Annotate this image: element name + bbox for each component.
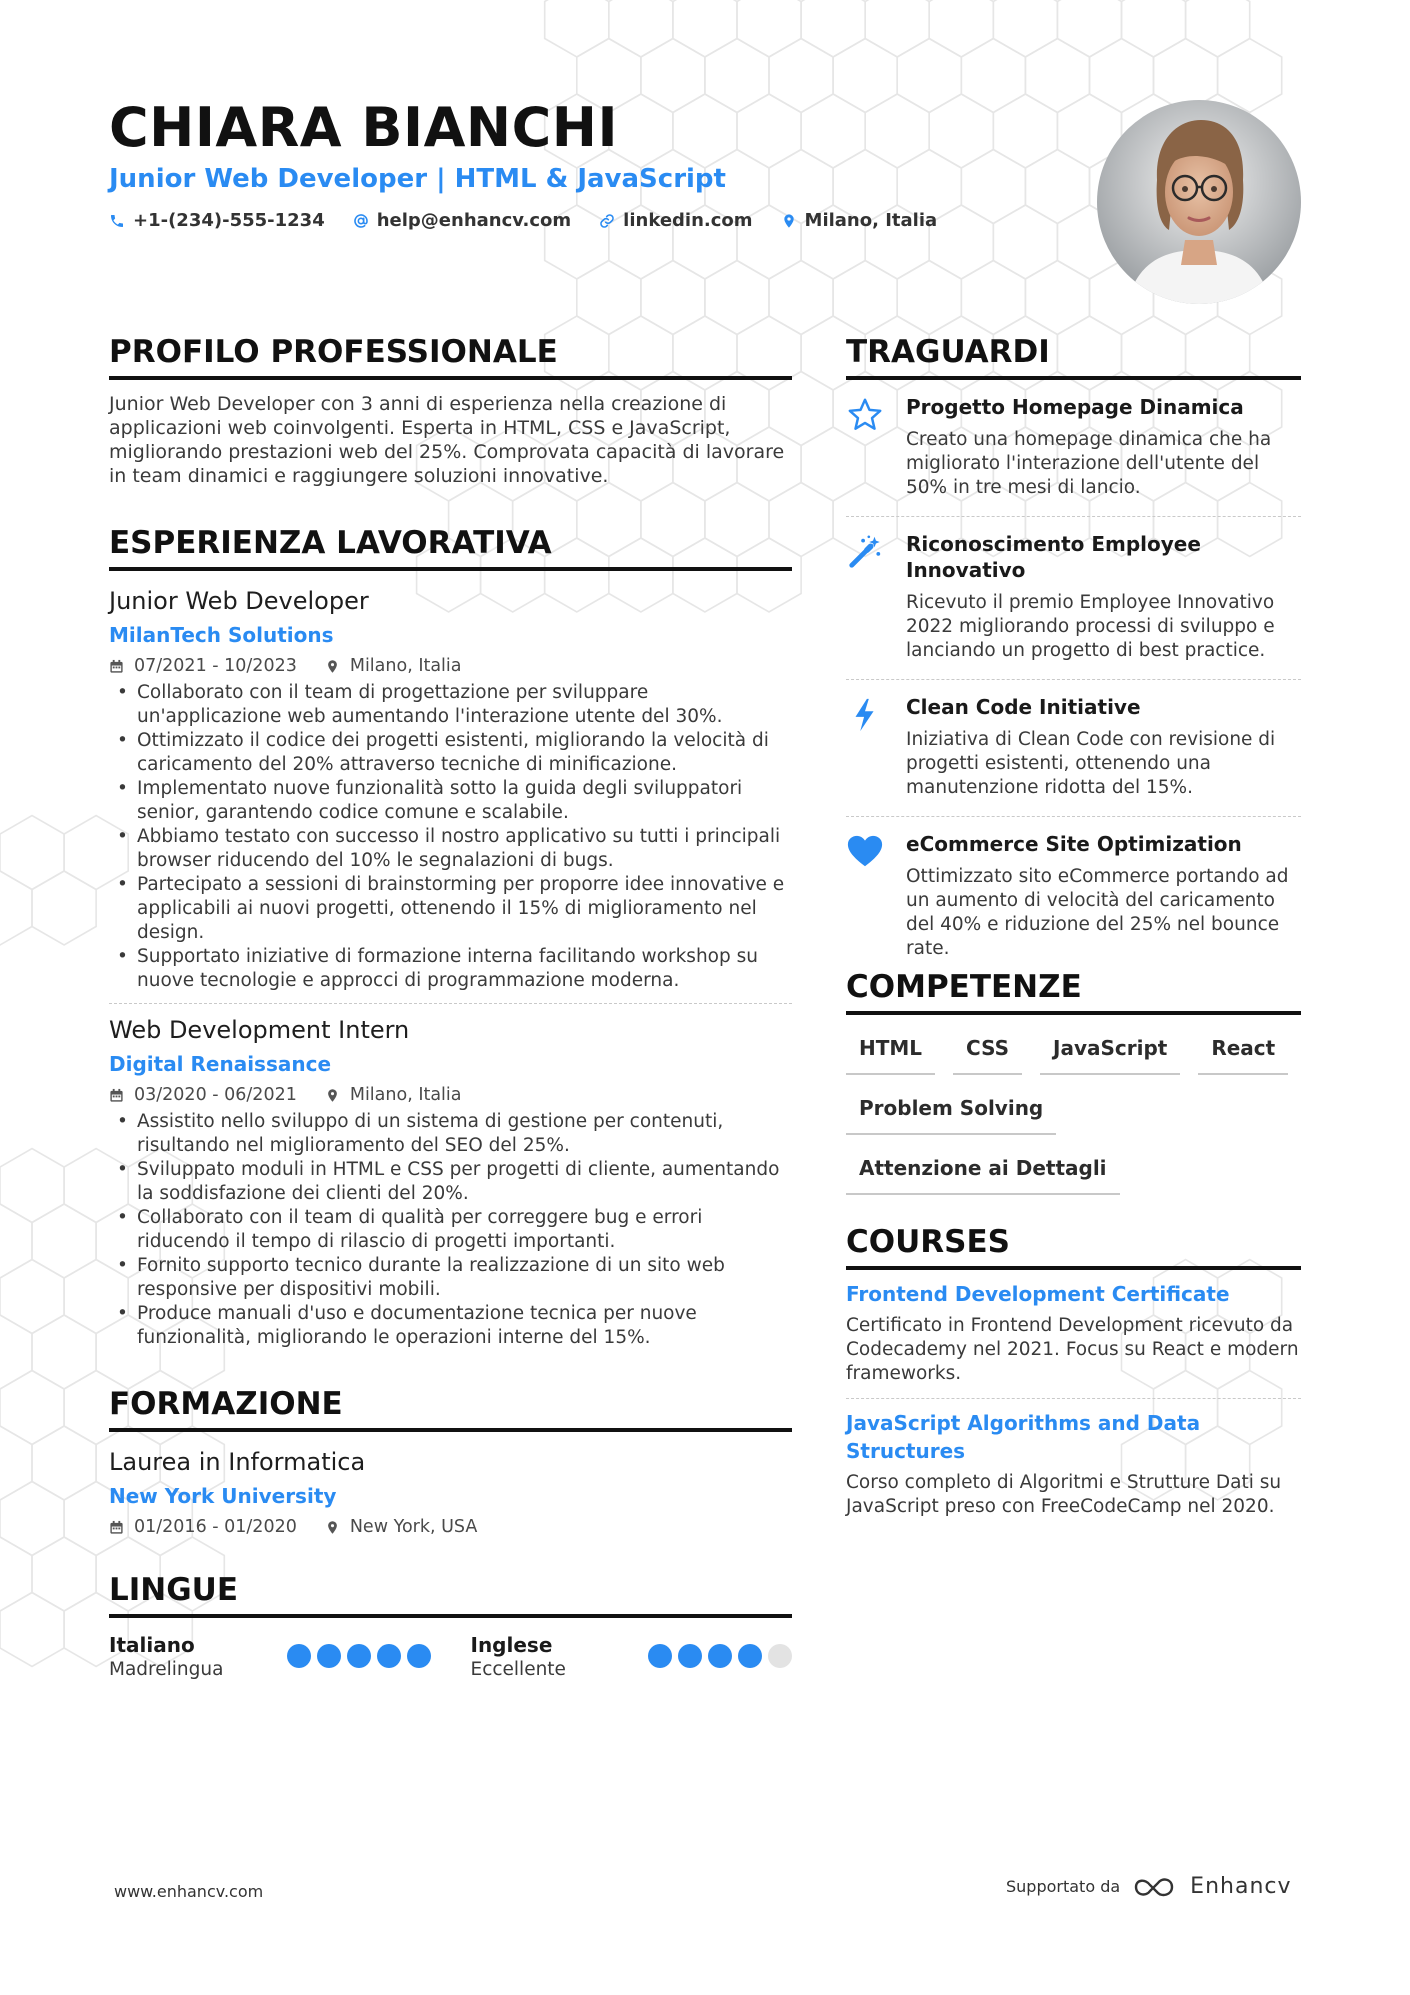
education-heading: FORMAZIONE [109,1384,792,1432]
job-meta [109,1082,792,1108]
language-name: Inglese [470,1633,553,1657]
course-title: JavaScript Algorithms and Data Structures [846,1411,1201,1463]
list-item: • Implementato nuove funzionalità sotto la guida degli sviluppatori senior, garantendo codice comune e scalabile. [109,777,792,825]
achievement-item [846,817,1301,977]
profile-section [109,332,792,488]
magic-wand-icon [846,533,884,571]
footer-powered-by [1006,1874,1292,1899]
languages-list [109,1632,792,1682]
experience-heading: ESPERIENZA LAVORATIVA [109,523,792,571]
list-item: • Collaborato con il team di progettazione per sviluppare un'applicazione web aumentando l'interazione utente del 30%. [109,681,792,729]
rating-dot-filled [377,1644,401,1668]
education-meta [109,1514,792,1540]
language-item [471,1632,793,1682]
job-entry [109,1014,792,1350]
skill-tag: Attenzione ai Dettagli [846,1153,1120,1195]
course-item [846,1409,1301,1519]
list-item: • Sviluppato moduli in HTML e CSS per progetti di cliente, aumentando la soddisfazione dei clienti del 20%. [109,1158,792,1206]
education-dates: 01/2016 - 01/2020 [109,1514,297,1540]
star-icon [846,396,884,434]
resume-header [109,96,1109,231]
rating-dot-filled [678,1644,702,1668]
job-dates: 07/2021 - 10/2023 [109,653,297,679]
profile-text: Junior Web Developer con 3 anni di esperienza nella creazione di applicazioni web coinvolgenti. Esperta in HTML, CSS e JavaScript, migliorando prestazioni web del 25%. Comprovata capacità di lavorare in team dinamici e raggiungere soluzioni innovative. [109,393,785,487]
skill-tag: Problem Solving [846,1093,1056,1135]
company-name: MilanTech Solutions [109,623,334,647]
job-location: Milano, Italia [325,1082,462,1108]
contact-location [781,210,938,231]
location-pin-icon [325,1088,340,1103]
link-icon [599,213,615,229]
skill-tag: HTML [846,1033,935,1075]
degree-title: Laurea in Informatica [109,1448,366,1476]
skills-list [846,1033,1301,1195]
achievement-desc: Ottimizzato sito eCommerce portando ad un aumento di velocità del caricamento del 40% e riduzione del 25% nel bounce rate. [906,866,1289,959]
education-section [109,1384,792,1540]
candidate-role: Junior Web Developer | HTML & JavaScript [109,164,726,194]
rating-dot-filled [317,1644,341,1668]
experience-section [109,523,792,1350]
calendar-icon [109,1520,124,1535]
courses-heading: COURSES [846,1222,1301,1270]
course-title: Frontend Development Certificate [846,1282,1230,1306]
contact-row [109,210,1109,231]
school-name: New York University [109,1484,337,1508]
list-item: • Produce manuali d'uso e documentazione tecnica per nuove funzionalità, migliorando le operazioni interne del 15%. [109,1302,792,1350]
language-item [109,1632,431,1682]
rating-dot-empty [768,1644,792,1668]
profile-heading: PROFILO PROFESSIONALE [109,332,792,380]
candidate-name: CHIARA BIANCHI [109,96,619,159]
job-title: Web Development Intern [109,1016,410,1044]
language-level: Madrelingua [109,1659,224,1680]
job-dates: 03/2020 - 06/2021 [109,1082,297,1108]
education-location: New York, USA [325,1514,477,1540]
achievements-heading: TRAGUARDI [846,332,1301,380]
contact-email[interactable] [353,210,571,231]
profile-photo [1097,100,1301,304]
list-item: • Ottimizzato il codice dei progetti esistenti, migliorando la velocità di caricamento del 20% attraverso tecniche di minificazione. [109,729,792,777]
rating-dot-filled [287,1644,311,1668]
achievement-title: Riconoscimento Employee Innovativo [906,532,1201,582]
languages-heading: LINGUE [109,1570,792,1618]
contact-linkedin[interactable] [599,210,752,231]
rating-dot-filled [738,1644,762,1668]
brand-name: Enhancv [1190,1874,1292,1899]
footer-website[interactable]: www.enhancv.com [114,1882,264,1901]
phone-text: +1-(234)-555-1234 [133,210,325,231]
rating-dot-filled [648,1644,672,1668]
skills-heading: COMPETENZE [846,967,1301,1015]
job-location: Milano, Italia [325,653,462,679]
location-text: Milano, Italia [804,210,938,231]
courses-section [846,1222,1301,1519]
job-bullets [109,1110,792,1350]
achievement-title: Clean Code Initiative [906,695,1141,719]
linkedin-text: linkedin.com [623,210,753,231]
job-bullets [109,681,792,993]
list-item: • Collaborato con il team di qualità per correggere bug e errori riducendo il tempo di rilascio di progetti importanti. [109,1206,792,1254]
list-item: • Partecipato a sessioni di brainstorming per proporre idee innovative e applicabili ai nuovi progetti, ottenendo il 15% di miglioramento nel design. [109,873,792,945]
rating-dot-filled [708,1644,732,1668]
skills-section [846,967,1301,1195]
list-item: • Supportato iniziative di formazione interna facilitando workshop su nuove tecnologie e approcci di programmazione moderna. [109,945,792,993]
achievement-desc: Ricevuto il premio Employee Innovativo 2022 migliorando processi di sviluppo e lanciando un progetto di best practice. [906,592,1275,661]
contact-phone[interactable] [109,210,325,231]
lightning-icon [846,696,884,734]
job-meta [109,653,792,679]
rating-dot-filled [347,1644,371,1668]
languages-section [109,1570,792,1682]
achievement-desc: Iniziativa di Clean Code con revisione di progetti esistenti, ottenendo una manutenzione ridotta del 15%. [906,729,1276,798]
list-item: • Abbiamo testato con successo il nostro applicativo su tutti i principali browser riducendo del 10% le segnalazioni di bugs. [109,825,792,873]
calendar-icon [109,1088,124,1103]
achievement-item [846,517,1301,680]
powered-by-text: Supportato da [1006,1877,1121,1896]
location-pin-icon [325,1520,340,1535]
divider [109,1003,792,1004]
company-name: Digital Renaissance [109,1052,332,1076]
list-item: • Assistito nello sviluppo di un sistema di gestione per contenuti, risultando nel miglioramento del SEO del 25%. [109,1110,792,1158]
course-desc: Corso completo di Algoritmi e Strutture Dati su JavaScript preso con FreeCodeCamp nel 2020. [846,1472,1282,1517]
achievements-section [846,332,1301,977]
location-pin-icon [781,213,797,229]
language-rating [648,1644,792,1668]
language-level: Eccellente [470,1659,566,1680]
phone-icon [109,213,125,229]
list-item: • Fornito supporto tecnico durante la realizzazione di un sito web responsive per dispositivi mobili. [109,1254,792,1302]
language-name: Italiano [109,1633,195,1657]
rating-dot-filled [407,1644,431,1668]
achievement-item [846,380,1301,517]
course-item [846,1280,1301,1386]
achievement-item [846,680,1301,817]
at-icon [353,213,369,229]
enhancv-logo-icon [1132,1875,1178,1899]
location-pin-icon [325,659,340,674]
heart-icon [846,833,884,871]
divider [846,1398,1301,1399]
calendar-icon [109,659,124,674]
course-desc: Certificato in Frontend Development ricevuto da Codecademy nel 2021. Focus su React e modern frameworks. [846,1315,1299,1384]
achievement-title: eCommerce Site Optimization [906,832,1242,856]
job-entry [109,585,792,1004]
achievement-title: Progetto Homepage Dinamica [906,395,1244,419]
language-rating [287,1644,431,1668]
skill-tag: JavaScript [1040,1033,1180,1075]
job-title: Junior Web Developer [109,587,369,615]
skill-tag: React [1198,1033,1288,1075]
achievement-desc: Creato una homepage dinamica che ha migliorato l'interazione dell'utente del 50% in tre mesi di lancio. [906,429,1272,498]
email-text: help@enhancv.com [376,210,572,231]
skill-tag: CSS [953,1033,1022,1075]
